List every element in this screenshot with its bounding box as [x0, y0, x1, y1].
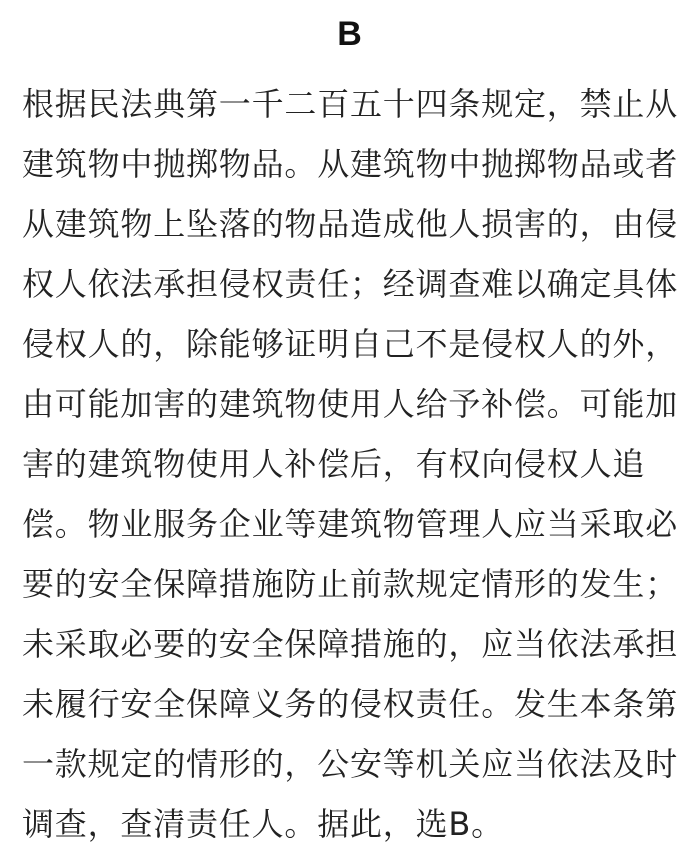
explanation-line: 侵权人的，除能够证明自己不是侵权人的外， — [22, 325, 679, 363]
explanation-line: 未采取必要的安全保障措施的，应当依法承担 — [22, 625, 679, 663]
explanation-text — [22, 74, 682, 854]
explanation-line: 害的建筑物使用人补偿后，有权向侵权人追 — [22, 445, 646, 483]
explanation-line: 由可能加害的建筑物使用人给予补偿。可能加 — [22, 385, 679, 423]
explanation-line: 建筑物中抛掷物品。从建筑物中抛掷物品或者 — [22, 145, 679, 183]
explanation-line: 偿。物业服务企业等建筑物管理人应当采取必 — [22, 505, 679, 543]
explanation-line: 从建筑物上坠落的物品造成他人损害的，由侵 — [22, 205, 679, 243]
answer-heading: B — [337, 15, 362, 53]
explanation-line: 调查，查清责任人。据此，选B。 — [22, 805, 504, 843]
explanation-line: 根据民法典第一千二百五十四条规定，禁止从 — [22, 85, 679, 123]
explanation-line: 一款规定的情形的，公安等机关应当依法及时 — [22, 745, 679, 783]
explanation-line: 权人依法承担侵权责任；经调查难以确定具体 — [22, 265, 679, 303]
explanation-line: 未履行安全保障义务的侵权责任。发生本条第 — [22, 685, 679, 723]
explanation-line: 要的安全保障措施防止前款规定情形的发生； — [22, 565, 679, 603]
